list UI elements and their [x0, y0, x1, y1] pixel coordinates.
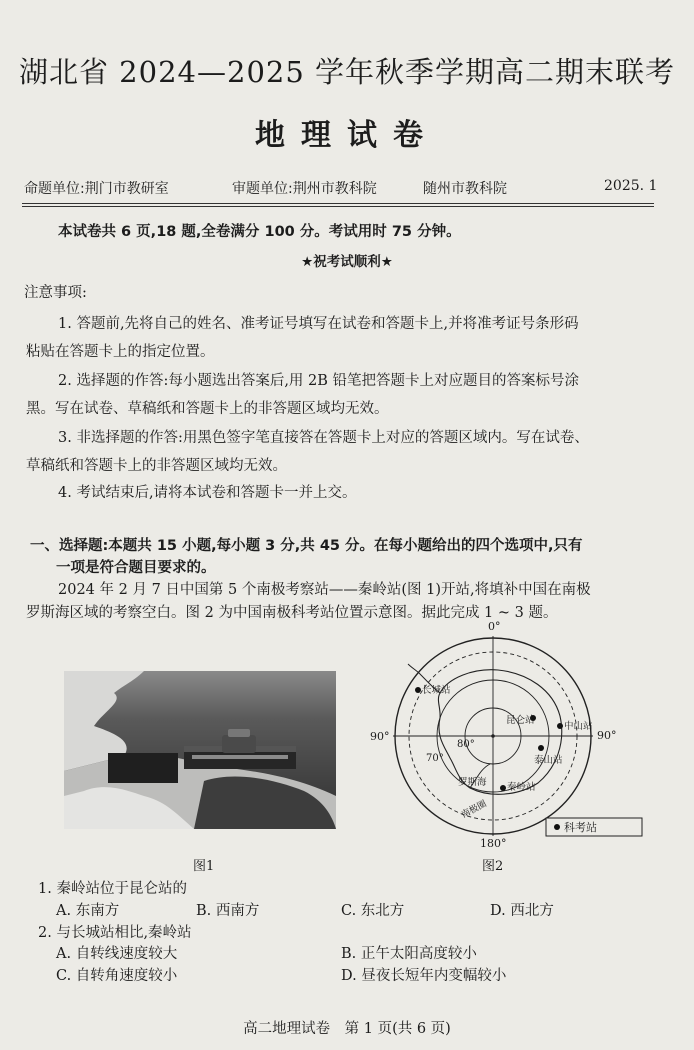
- qinling-station-photo: [64, 671, 336, 829]
- good-luck-line: ★祝考试顺利★: [301, 254, 393, 270]
- notice-item-1-line-1: 1. 答题前,先将自己的姓名、准考证号填写在试卷和答题卡上,并将准考证号条形码: [58, 316, 579, 332]
- notice-item-2-line-1: 2. 选择题的作答:每小题选出答案后,用 2B 铅笔把答题卡上对应题目的答案标号涂: [58, 373, 580, 389]
- question-stem-line-2: 罗斯海区域的考察空白。图 2 为中国南极科考站位置示意图。据此完成 1 ~ 3 题。: [26, 605, 558, 621]
- reviewer-unit-2: 随州市教科院: [423, 181, 507, 197]
- map-station-changcheng: 长城站: [422, 685, 451, 696]
- map-antarctic-circle-label: 南极圈: [459, 799, 489, 821]
- figure-1-caption: 图1: [193, 859, 215, 874]
- station-photo-drawing: [64, 671, 336, 829]
- map-lon-0: 0°: [488, 620, 501, 633]
- notice-item-4: 4. 考试结束后,请将本试卷和答题卡一并上交。: [58, 485, 357, 501]
- question-1-option-a: A. 东南方: [56, 903, 120, 919]
- question-2-stem: 2. 与长城站相比,秦岭站: [38, 925, 192, 941]
- exam-title: 湖北省 2024—2025 学年秋季学期高二期末联考: [18, 55, 676, 89]
- question-2-option-a: A. 自转线速度较大: [56, 946, 178, 962]
- notice-item-3-line-1: 3. 非选择题的作答:用黑色签字笔直接答在答题卡上对应的答题区域内。写在试卷、: [58, 430, 589, 446]
- section-title-line-1: 一、选择题:本题共 15 小题,每小题 3 分,共 45 分。在每小题给出的四个选项中,只有: [30, 538, 583, 554]
- question-2-option-d: D. 昼夜长短年内变幅较小: [341, 968, 507, 984]
- map-legend-label: 科考站: [564, 821, 597, 834]
- question-1-option-b: B. 西南方: [196, 903, 260, 919]
- map-lon-90e: 90°: [597, 729, 617, 742]
- map-lon-90w: 90°: [370, 730, 390, 743]
- question-stem-line-1: 2024 年 2 月 7 日中国第 5 个南极考察站——秦岭站(图 1)开站,将填补中国在南极: [58, 582, 591, 598]
- notice-heading: 注意事项:: [24, 285, 87, 301]
- page-footer: 高二地理试卷 第 1 页(共 6 页): [243, 1021, 451, 1037]
- polar-projection-map: [378, 618, 648, 868]
- header-rule-thick: [22, 203, 654, 204]
- notice-item-3-line-2: 草稿纸和答题卡上的非答题区域均无效。: [26, 458, 287, 474]
- map-station-zhongshan: 中山站: [564, 721, 593, 732]
- map-lat-80: 80°: [457, 739, 475, 750]
- map-station-kunlun: 昆仑站: [506, 715, 535, 726]
- notice-item-2-line-2: 黑。写在试卷、草稿纸和答题卡上的非答题区域均无效。: [26, 401, 389, 417]
- exam-intro: 本试卷共 6 页,18 题,全卷满分 100 分。考试用时 75 分钟。: [58, 224, 461, 240]
- map-lat-70: 70°: [426, 753, 444, 764]
- setter-unit: 命题单位:荆门市教研室: [24, 181, 169, 197]
- question-1-option-c: C. 东北方: [341, 903, 405, 919]
- question-1-stem: 1. 秦岭站位于昆仑站的: [38, 881, 187, 897]
- map-station-qinling: 秦岭站: [507, 782, 536, 793]
- map-station-taishan: 泰山站: [534, 755, 563, 766]
- subject-title: 地理试卷: [255, 118, 439, 153]
- question-2-option-b: B. 正午太阳高度较小: [341, 946, 477, 962]
- figure-2-caption: 图2: [482, 859, 504, 874]
- question-2-option-c: C. 自转角速度较小: [56, 968, 178, 984]
- notice-item-1-line-2: 粘贴在答题卡上的指定位置。: [26, 344, 215, 360]
- reviewer-unit-1: 审题单位:荆州市教科院: [232, 181, 377, 197]
- antarctic-stations-map: [370, 618, 648, 868]
- section-title-line-2: 一项是符合题目要求的。: [56, 560, 216, 576]
- map-ross-sea-label: 罗斯海: [458, 777, 487, 788]
- exam-date: 2025. 1: [604, 178, 658, 194]
- header-rule-thin: [22, 206, 654, 207]
- question-1-option-d: D. 西北方: [490, 903, 554, 919]
- map-lon-180: 180°: [480, 837, 507, 850]
